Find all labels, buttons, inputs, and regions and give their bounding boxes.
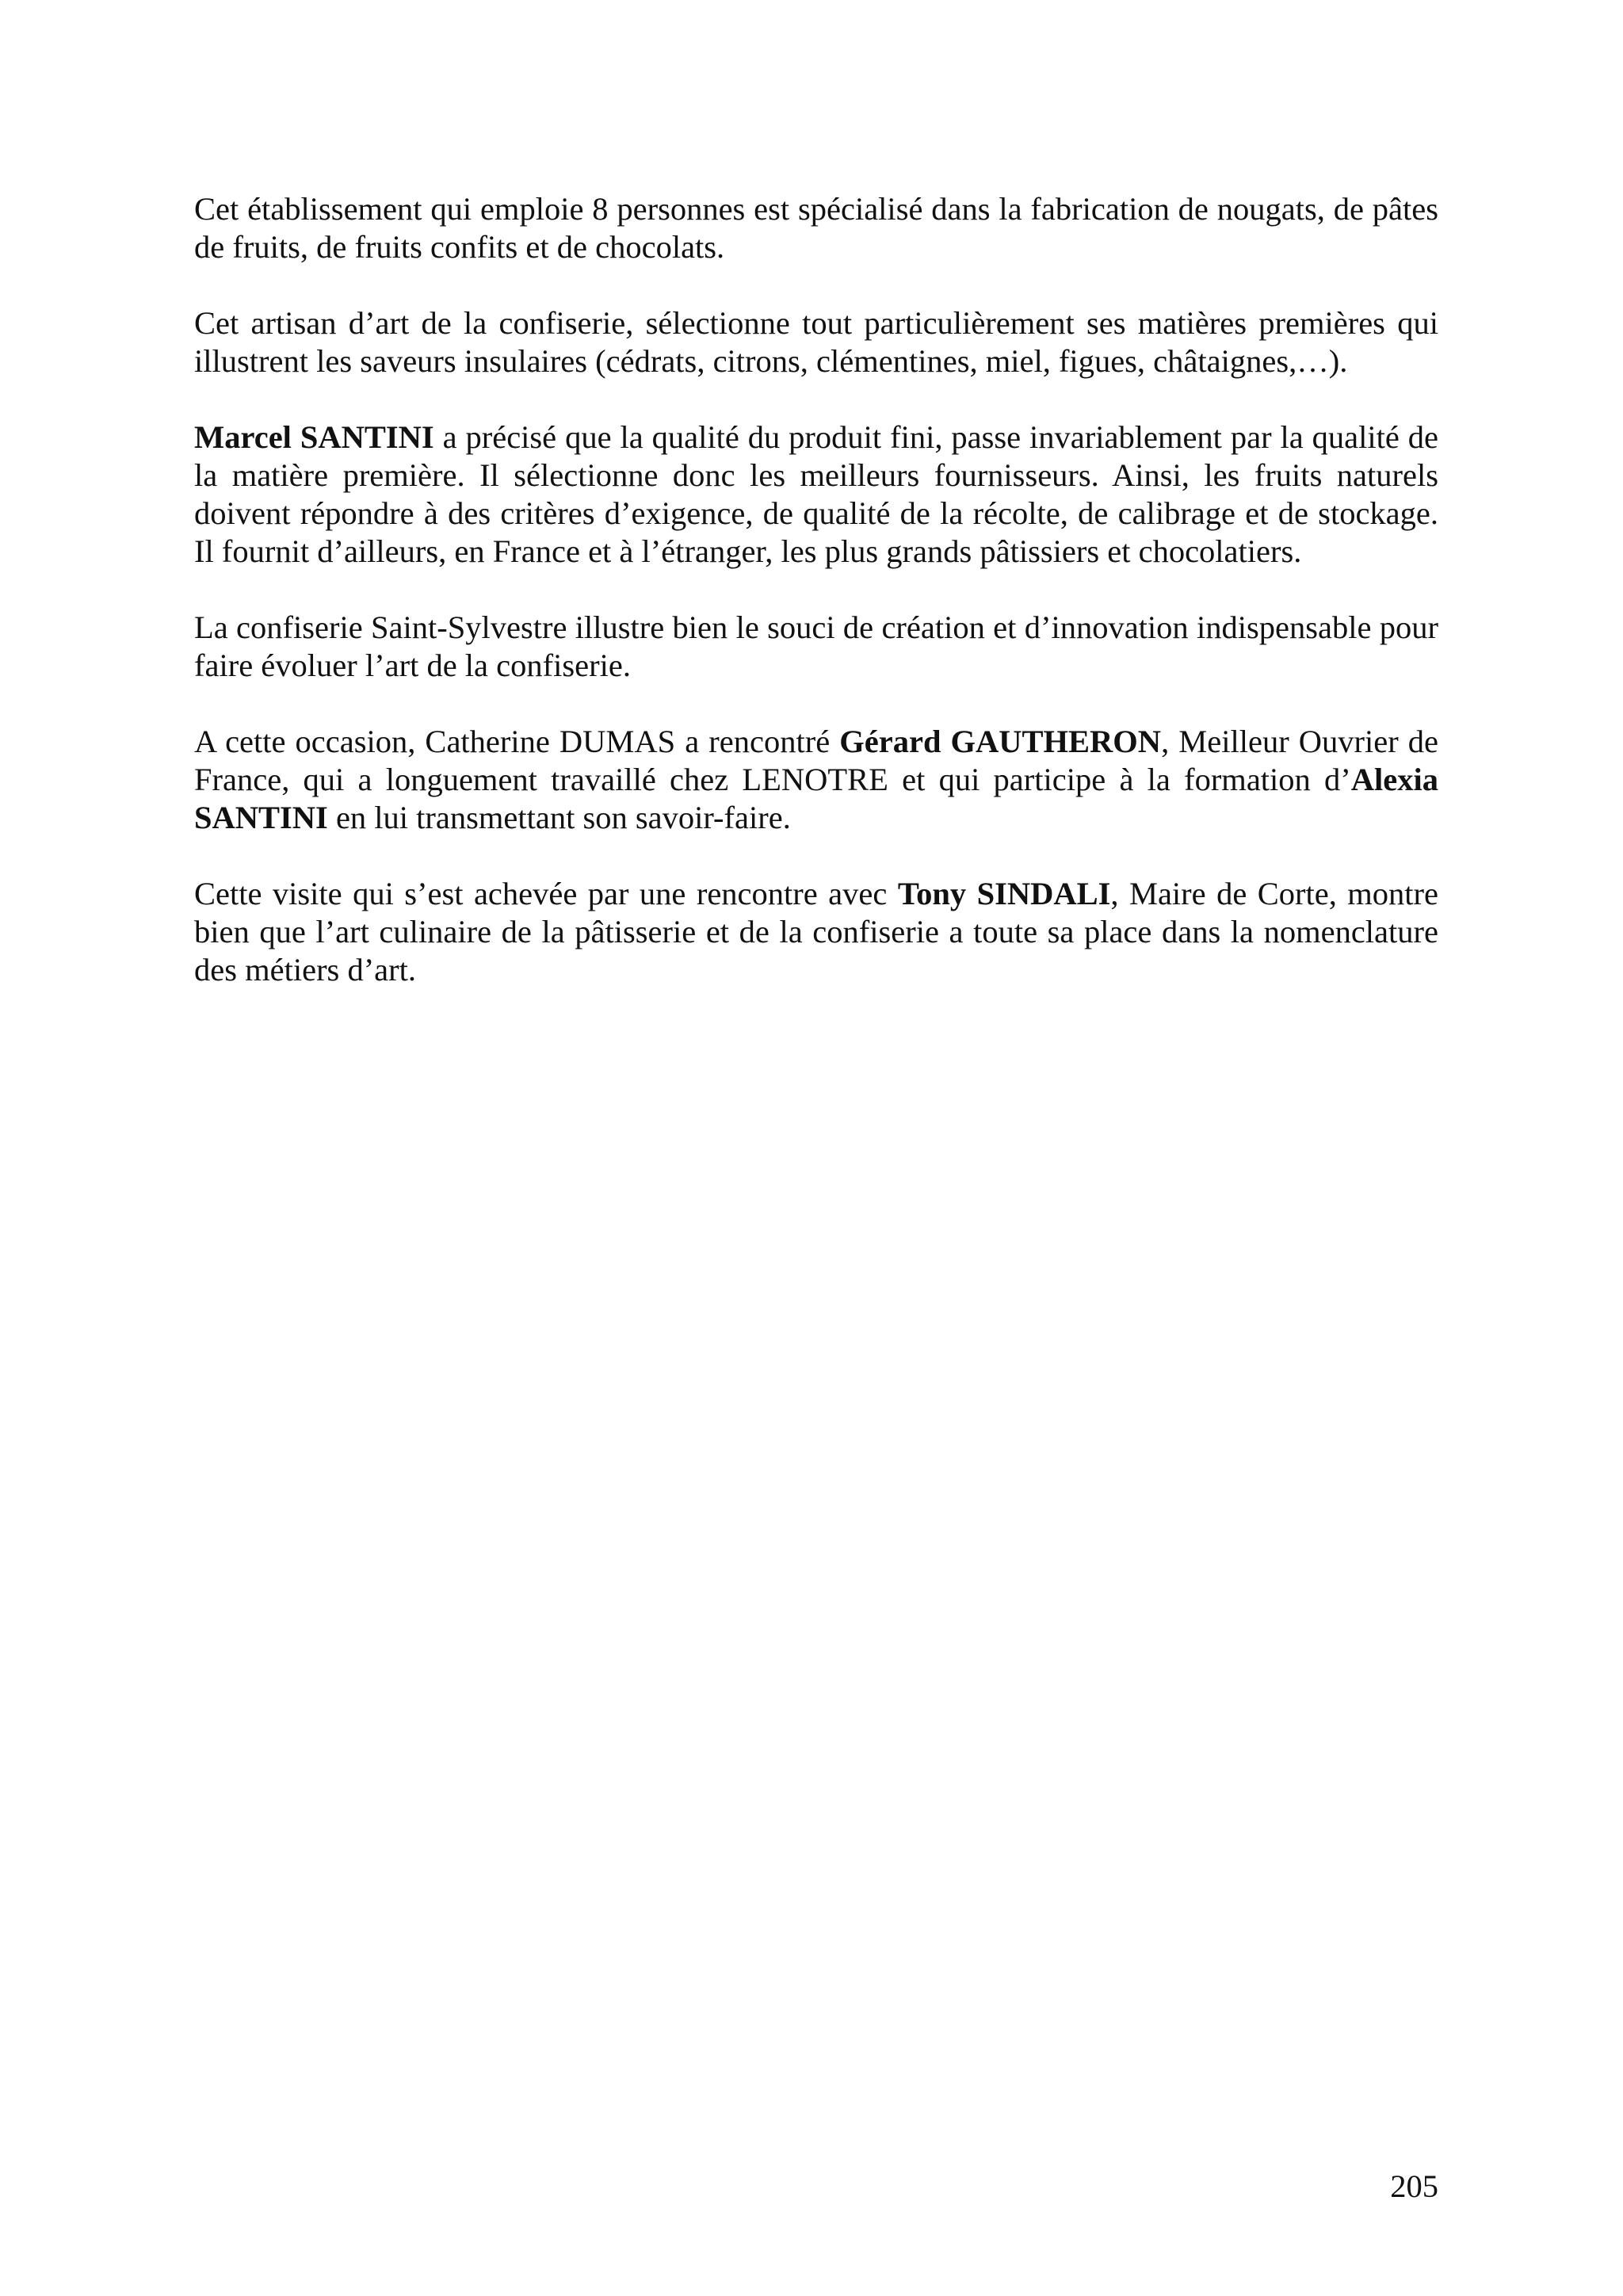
paragraph-1	[194, 190, 1438, 266]
paragraph-3-text: a précisé que la qualité du produit fini, passe invariablement par la qualité de la matière première. Il sélectionne donc les meilleurs fournisseurs. Ainsi, les fruits naturels doivent répondre à des critères d’exigence, de qualité de la récolte, de calibrage et de stockage. Il fournit d’ailleurs, en France et à l’étranger, les plus grands pâtissiers et chocolatiers.	[194, 419, 1438, 569]
paragraph-5-text-c: en lui transmettant son savoir-faire.	[327, 800, 791, 835]
paragraph-2-text: Cet artisan d’art de la confiserie, sélectionne tout particulièrement ses matières premières qui illustrent les saveurs insulaires (cédrats, citrons, clémentines, miel, figues, châtaignes,…).	[194, 305, 1438, 379]
paragraph-6-text-b: , Maire de Corte, montre bien que l’art culinaire de la pâtisserie et de la confiserie a toute sa place dans la nomenclature des métiers d’art.	[194, 876, 1439, 988]
paragraph-5-text-b: , Meilleur Ouvrier de France, qui a longuement travaillé chez LENOTRE et qui participe à la formation d’	[194, 724, 1438, 797]
page-number: 205	[1390, 2168, 1438, 2204]
name-alexia-santini: Alexia SANTINI	[194, 762, 1438, 835]
paragraph-2	[194, 304, 1438, 380]
paragraph-6-text-a: Cette visite qui s’est achevée par une rencontre avec	[194, 876, 898, 911]
paragraph-1-text: Cet établissement qui emploie 8 personnes est spécialisé dans la fabrication de nougats, de pâtes de fruits, de fruits confits et de chocolats.	[194, 191, 1438, 265]
paragraph-5-text-a: A cette occasion, Catherine DUMAS a rencontré	[194, 724, 840, 759]
paragraph-3	[194, 418, 1438, 571]
name-gerard-gautheron: Gérard GAUTHERON	[839, 724, 1162, 759]
body-text	[194, 190, 1438, 1027]
name-tony-sindali: Tony SINDALI	[897, 876, 1111, 911]
paragraph-4-text: La confiserie Saint-Sylvestre illustre bien le souci de création et d’innovation indispensable pour faire évoluer l’art de la confiserie.	[194, 609, 1438, 683]
paragraph-5	[194, 723, 1438, 837]
name-marcel-santini: Marcel SANTINI	[194, 419, 434, 455]
paragraph-6	[194, 875, 1438, 989]
paragraph-4	[194, 609, 1438, 685]
